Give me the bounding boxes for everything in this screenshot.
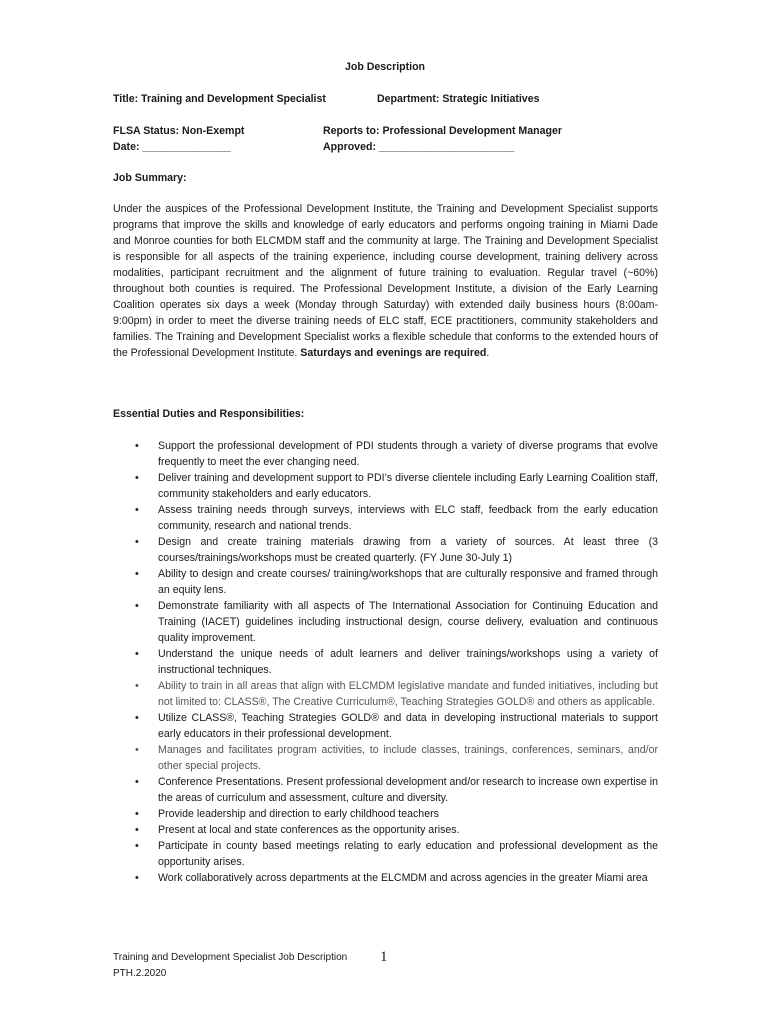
bullet-icon: • (135, 440, 139, 452)
list-item-text: Assess training needs through surveys, interviews with ELC staff, feedback from the early education community, research and national trends. (158, 504, 658, 532)
list-item (113, 822, 658, 838)
footer-doc-code: PTH.2.2020 (113, 968, 167, 979)
list-item-text: Participate in county based meetings relating to early education and professional development as the opportunity arises. (158, 840, 658, 868)
bullet-icon: • (135, 600, 139, 612)
list-item-text: Design and create training materials drawing from a variety of sources. At least three (3 courses/trainings/workshops must be created quarterly. (FY June 30-July 1) (158, 536, 658, 564)
bullet-icon: • (135, 824, 139, 836)
job-summary-paragraph (113, 201, 658, 361)
job-summary-end: . (486, 347, 490, 359)
job-title: Title: Training and Development Specialist (113, 93, 326, 105)
bullet-icon: • (135, 472, 139, 484)
department: Department: Strategic Initiatives (377, 93, 540, 105)
list-item-text: Work collaboratively across departments at the ELCMDM and across agencies in the greater Miami area (158, 872, 648, 884)
list-item (113, 598, 658, 646)
list-item-text: Utilize CLASS®, Teaching Strategies GOLD® and data in developing instructional materials to support early educators in their professional development. (158, 712, 658, 740)
job-summary-bold-text: Saturdays and evenings are required (300, 347, 487, 359)
list-item (113, 678, 658, 710)
list-item (113, 646, 658, 678)
bullet-icon: • (135, 872, 139, 884)
list-item-text: Ability to design and create courses/ training/workshops that are culturally responsive and framed through an equity lens. (158, 568, 658, 596)
footer-doc-name: Training and Development Specialist Job Description (113, 952, 348, 963)
bullet-icon: • (135, 648, 139, 660)
job-summary-heading: Job Summary: (113, 172, 187, 184)
list-item-text: Ability to train in all areas that align with ELCMDM legislative mandate and funded initiatives, including but not limited to: CLASS®, The Creative Curriculum®, Teaching Strategies GOLD® and others as applicable. (158, 680, 658, 708)
list-item-text: Manages and facilitates program activities, to include classes, trainings, conferences, seminars, and/or other special projects. (158, 744, 658, 772)
list-item (113, 534, 658, 566)
duties-heading: Essential Duties and Responsibilities: (113, 408, 305, 420)
job-summary-text: Under the auspices of the Professional Development Institute, the Training and Development Specialist supports programs that improve the skills and knowledge of early educators and performs ongoing training in Miami Dade and Monroe counties for both ELCMDM staff and the community at large. The Training and Development Specialist is responsible for all aspects of the training experience, including course development, training delivery across modalities, participant recruitment and the alignment of future training to evaluation. Regular travel (~60%) throughout both counties is required. The Professional Development Institute, a division of the Early Learning Coalition operates six days a week (Monday through Saturday) with extended daily business hours (8:00am-9:00pm) in order to meet the diverse training needs of ELC staff, ECE practitioners, community stakeholders and families. The Training and Development Specialist works a flexible schedule that conforms to the extended hours of the Professional Development Institute. (113, 203, 658, 359)
list-item (113, 566, 658, 598)
bullet-icon: • (135, 840, 139, 852)
date-field: Date: _______________ (113, 141, 231, 153)
list-item (113, 838, 658, 870)
approved-field: Approved: _______________________ (323, 141, 515, 153)
list-item (113, 502, 658, 534)
list-item (113, 806, 658, 822)
list-item-text: Provide leadership and direction to early childhood teachers (158, 808, 439, 820)
list-item (113, 438, 658, 470)
duties-list (113, 438, 658, 886)
bullet-icon: • (135, 808, 139, 820)
bullet-icon: • (135, 744, 139, 756)
list-item (113, 774, 658, 806)
reports-to: Reports to: Professional Development Manager (323, 125, 562, 137)
list-item-text: Understand the unique needs of adult learners and deliver trainings/workshops using a variety of instructional techniques. (158, 648, 658, 676)
document-title: Job Description (344, 61, 426, 73)
bullet-icon: • (135, 712, 139, 724)
list-item-text: Conference Presentations. Present professional development and/or research to increase own expertise in the areas of curriculum and assessment, culture and diversity. (158, 776, 658, 804)
list-item (113, 742, 658, 774)
list-item-text: Deliver training and development support to PDI’s diverse clientele including Early Learning Coalition staff, community stakeholders and early educators. (158, 472, 658, 500)
list-item (113, 470, 658, 502)
list-item (113, 710, 658, 742)
list-item (113, 870, 658, 886)
bullet-icon: • (135, 568, 139, 580)
flsa-status: FLSA Status: Non-Exempt (113, 125, 245, 137)
bullet-icon: • (135, 504, 139, 516)
bullet-icon: • (135, 536, 139, 548)
list-item-text: Present at local and state conferences as the opportunity arises. (158, 824, 460, 836)
list-item-text: Support the professional development of PDI students through a variety of diverse programs that evolve frequently to meet the ever changing need. (158, 440, 658, 468)
list-item-text: Demonstrate familiarity with all aspects of The International Association for Continuing Education and Training (IACET) guidelines including instructional design, course delivery, evaluation and continuous quality improvement. (158, 600, 658, 644)
bullet-icon: • (135, 680, 139, 692)
bullet-icon: • (135, 776, 139, 788)
footer (113, 950, 347, 982)
page-number: 1 (380, 949, 388, 965)
